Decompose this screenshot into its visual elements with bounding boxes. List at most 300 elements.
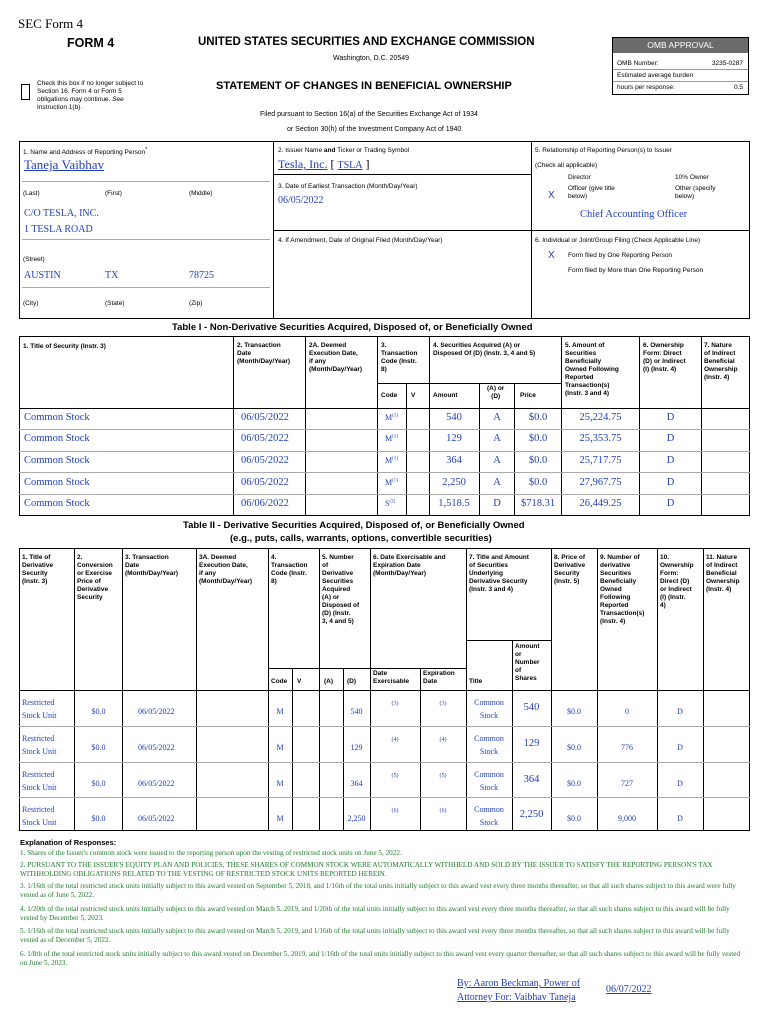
row-amount: 129 bbox=[446, 433, 462, 444]
t1-h6-1: Form: Direct bbox=[643, 350, 682, 357]
agency-title: UNITED STATES SECURITIES AND EXCHANGE COMMISSION bbox=[198, 36, 535, 48]
row-acquired-disposed: A bbox=[493, 433, 501, 444]
row-acquired-disposed: A bbox=[493, 455, 501, 466]
deriv-disposed: 129 bbox=[350, 743, 363, 752]
t2-h11-2: Beneficial bbox=[706, 570, 737, 577]
t2-h2-2: or Exercise bbox=[77, 570, 113, 577]
t2-h5-8: 3, 4 and 5) bbox=[322, 618, 354, 625]
t2-h4-2: Code (Instr. bbox=[271, 570, 307, 577]
t1-h3-0: 3. bbox=[381, 342, 387, 349]
issuer-name[interactable]: Tesla, Inc. bbox=[278, 157, 328, 171]
deriv-disposed: 364 bbox=[350, 779, 363, 788]
t2-h9-8: (Instr. 4) bbox=[600, 618, 626, 625]
row-owned: 25,224.75 bbox=[579, 412, 622, 423]
deriv-title-2: Stock Unit bbox=[22, 783, 57, 792]
row-code-letter: M bbox=[385, 434, 393, 443]
t1-aord bbox=[487, 385, 504, 401]
row-price: $0.0 bbox=[528, 412, 548, 423]
deriv-title-2: Stock Unit bbox=[22, 747, 57, 756]
ticker-close: ] bbox=[365, 157, 370, 171]
t1-h6-0: 6. Ownership bbox=[643, 342, 684, 349]
omb-hours-label: hours per response: bbox=[617, 84, 675, 91]
box5-sub: (Check all applicable) bbox=[535, 162, 598, 169]
row-code-letter: M bbox=[385, 478, 393, 487]
t2-h8-1: Derivative bbox=[554, 562, 586, 569]
row-code bbox=[385, 478, 398, 487]
state: TX bbox=[105, 270, 119, 281]
t2-h10-2: Form: bbox=[660, 570, 679, 577]
other-label bbox=[675, 185, 715, 201]
t1-h4 bbox=[433, 342, 535, 358]
footnote-6: 6. 1/8th of the total restricted stock units initially subject to this award vested on December 5, 2019, and 1/16th of the total units initially subject to this award vest every quarter thereafter, so that all such shares subject to this award will be fully vested on June 5, 2023. bbox=[20, 950, 741, 967]
t1-h5-5: Transaction(s) bbox=[565, 382, 610, 389]
t1-h5-2: Beneficially bbox=[565, 358, 602, 365]
row-code-letter: M bbox=[385, 413, 393, 422]
omb-number: 3235-0287 bbox=[711, 60, 743, 67]
t2-h9-4: Owned bbox=[600, 586, 622, 593]
t1-h2 bbox=[237, 342, 290, 366]
officer-label-2: below) bbox=[568, 193, 588, 200]
box1-label-text: 1. Name and Address of Reporting Person bbox=[23, 149, 146, 157]
deriv-title-1: Restricted bbox=[22, 698, 55, 707]
row-title: Common Stock bbox=[24, 455, 90, 466]
deriv-underlying-1: Common bbox=[474, 770, 504, 779]
t2-h10-3: Direct (D) bbox=[660, 578, 690, 585]
footnote-2: 2. PURSUANT TO THE ISSUER'S EQUITY PLAN AND POLICIES, THESE SHARES OF COMMON STOCK WERE AUTOMATICALLY WITHHELD AND SOLD BY THE ISSUER TO SATISFY THE REPORTING PERSON'S TAX WITHHOLDING OBLIGATIONS RELATED TO THE VESTING OF RESTRICTED STOCK UNITS REPORTED HEREIN. bbox=[20, 861, 713, 878]
box2-label-b: Ticker or Trading Symbol bbox=[337, 147, 410, 154]
t2-h6-0: 6. Date Exercisable and bbox=[373, 554, 446, 561]
row-owned: 26,449.25 bbox=[579, 498, 622, 509]
deriv-title-1: Restricted bbox=[22, 805, 55, 814]
row-code-letter: M bbox=[385, 456, 393, 465]
t2-h7-2: Underlying bbox=[469, 570, 503, 577]
t2-exp-0: Expiration bbox=[423, 670, 455, 677]
t1-h2-2: (Month/Day/Year) bbox=[237, 358, 291, 365]
t2-amt bbox=[515, 643, 540, 683]
deriv-underlying-2: Stock bbox=[479, 818, 499, 827]
t1-h3-3: 8) bbox=[381, 366, 387, 373]
box2-label-and: and bbox=[323, 147, 336, 154]
checkbox-text-4: Instruction 1(b). bbox=[37, 104, 83, 111]
address-line-2: 1 TESLA ROAD bbox=[24, 224, 93, 235]
row-footnote-ref[interactable]: (1) bbox=[392, 478, 398, 484]
row-amount: 1,518.5 bbox=[438, 498, 470, 509]
row-acquired-disposed: D bbox=[493, 498, 501, 509]
t2-h9-3: Beneficially bbox=[600, 578, 637, 585]
row-acquired-disposed: A bbox=[493, 412, 501, 423]
checkbox-text-3-row bbox=[37, 96, 167, 104]
other-label-2: below) bbox=[675, 193, 695, 200]
sec-form-label: SEC Form 4 bbox=[18, 16, 84, 31]
checkbox-text-3: obligations may continue. bbox=[37, 96, 111, 103]
t2-h1 bbox=[22, 554, 53, 586]
deriv-price: $0.0 bbox=[567, 707, 581, 716]
deriv-ownership-form: D bbox=[677, 743, 683, 752]
t2-h10-4: or Indirect bbox=[660, 586, 692, 593]
t2-h7-3: Derivative Security bbox=[469, 578, 528, 585]
t2-h7-0: 7. Title and Amount bbox=[469, 554, 529, 561]
t2-amt-2: Number bbox=[515, 659, 540, 666]
footnote-3: 3. 1/16th of the total restricted stock units initially subject to this award vested on September 5, 2018, and 1/16th of the total units initially subject to this award vest every three months thereafter, so that all such shares subject to this award were fully vested as of June 5, 2022. bbox=[20, 882, 736, 899]
t2-h3a-2: if any bbox=[199, 570, 216, 577]
deriv-price: $0.0 bbox=[567, 743, 581, 752]
officer-label bbox=[568, 185, 615, 201]
t2-exp-1: Date bbox=[423, 678, 438, 685]
city: AUSTIN bbox=[24, 270, 61, 281]
deriv-underlying-2: Stock bbox=[479, 747, 499, 756]
footnote-4: 4. 1/20th of the total restricted stock units initially subject to this award vested on March 5, 2019, and 1/20th of the total units initially subject to this award vest every three months thereafter, so that all such shares subject to this award will be fully vested by December 5, 2023. bbox=[20, 905, 730, 922]
signature-date: 06/07/2022 bbox=[606, 984, 652, 995]
row-footnote-ref[interactable]: (1) bbox=[392, 434, 398, 440]
row-date: 06/06/2022 bbox=[241, 498, 289, 509]
t2-h5-1: of bbox=[322, 562, 329, 569]
footnote-1: 1. Shares of the Issuer's common stock were issued to the reporting person upon the vesting of restricted stock units on June 5, 2022. bbox=[20, 849, 402, 857]
row-footnote-ref[interactable]: (2) bbox=[389, 499, 396, 505]
deriv-disposed: 2,250 bbox=[347, 814, 366, 823]
earliest-transaction-date: 06/05/2022 bbox=[278, 195, 324, 206]
row-code-letter: S bbox=[385, 499, 390, 508]
middle-label: (Middle) bbox=[189, 190, 213, 197]
row-date: 06/05/2022 bbox=[241, 455, 289, 466]
row-amount: 2,250 bbox=[442, 477, 466, 488]
deriv-title-1: Restricted bbox=[22, 770, 55, 779]
deriv-transaction-date: 06/05/2022 bbox=[138, 814, 175, 823]
no-longer-subject-checkbox[interactable] bbox=[21, 84, 30, 100]
t2-h9-5: Following bbox=[600, 594, 631, 601]
issuer-line bbox=[278, 157, 369, 172]
statement-title: STATEMENT OF CHANGES IN BENEFICIAL OWNERSHIP bbox=[216, 80, 512, 92]
row-date: 06/05/2022 bbox=[241, 433, 289, 444]
t2-h3-0: 3. Transaction bbox=[125, 554, 169, 561]
t2-h5 bbox=[322, 554, 359, 626]
deriv-owned: 727 bbox=[621, 779, 633, 788]
t2-h7-1: of Securities bbox=[469, 562, 509, 569]
t1-h3-2: Code (Instr. bbox=[381, 358, 417, 365]
t2-h2-5: Security bbox=[77, 594, 103, 601]
box2-label bbox=[278, 147, 409, 154]
row-footnote-ref[interactable]: (1) bbox=[392, 456, 398, 462]
t2-h1-3: (Instr. 3) bbox=[22, 578, 48, 585]
t1-code: Code bbox=[381, 392, 398, 399]
t2-a: (A) bbox=[324, 678, 334, 685]
t2-title: Title bbox=[469, 678, 483, 685]
t1-h6-3: (I) (Instr. 4) bbox=[643, 366, 677, 373]
omb-hours: 0.5 bbox=[733, 84, 743, 91]
deriv-expiration: (3) bbox=[439, 701, 447, 707]
deriv-expiration: (6) bbox=[439, 808, 447, 814]
t2-h1-0: 1. Title of bbox=[22, 554, 51, 561]
omb-burden-label: Estimated average burden bbox=[617, 72, 694, 79]
t2-h9-6: Reported bbox=[600, 602, 629, 609]
deriv-code: M bbox=[276, 743, 284, 752]
one-person-label: Form filed by One Reporting Person bbox=[568, 252, 673, 259]
t1-h6 bbox=[643, 342, 686, 374]
row-ownership-form: D bbox=[666, 455, 675, 466]
t1-h5-1: Securities bbox=[565, 350, 597, 357]
t2-h6-2: (Month/Day/Year) bbox=[373, 570, 427, 577]
deriv-date-exercisable: (4) bbox=[391, 737, 399, 743]
row-owned: 27,967.75 bbox=[579, 477, 622, 488]
t1-h2-1: Date bbox=[237, 350, 252, 357]
agency-address: Washington, D.C. 20549 bbox=[333, 55, 410, 62]
state-label: (State) bbox=[105, 300, 125, 307]
t2-h9-7: Transaction(s) bbox=[600, 610, 645, 617]
signature-line-1: By: Aaron Beckman, Power of bbox=[457, 978, 581, 989]
t2-h11-0: 11. Nature bbox=[706, 554, 738, 561]
row-date: 06/05/2022 bbox=[241, 412, 289, 423]
form-label: FORM 4 bbox=[67, 36, 115, 50]
t1-aord-0: (A) or bbox=[487, 385, 505, 392]
deriv-price: $0.0 bbox=[567, 814, 581, 823]
deriv-code: M bbox=[276, 707, 284, 716]
row-date: 06/05/2022 bbox=[241, 477, 289, 488]
t2-h8-2: Security bbox=[554, 570, 580, 577]
t2-h10-5: (I) (Instr. bbox=[660, 594, 686, 601]
t2-h5-5: (A) or bbox=[322, 594, 340, 601]
t1-v: V bbox=[411, 392, 416, 399]
deriv-date-exercisable: (3) bbox=[391, 701, 399, 707]
deriv-expiration: (5) bbox=[439, 773, 447, 779]
t1-h2a-3: (Month/Day/Year) bbox=[309, 366, 363, 373]
deriv-shares: 129 bbox=[523, 738, 540, 749]
explanation-title: Explanation of Responses: bbox=[20, 838, 117, 847]
table2-title-2: (e.g., puts, calls, warrants, options, convertible securities) bbox=[230, 533, 492, 544]
first-label: (First) bbox=[105, 190, 122, 197]
t1-h4-0: 4. Securities Acquired (A) or bbox=[433, 342, 521, 349]
t2-h4-0: 4. bbox=[271, 554, 277, 561]
t2-h11 bbox=[706, 554, 740, 594]
deriv-shares: 2,250 bbox=[519, 809, 544, 820]
t1-h1: 1. Title of Security (Instr. 3) bbox=[23, 343, 106, 350]
row-ownership-form: D bbox=[666, 433, 675, 444]
box4-label: 4. If Amendment, Date of Original Filed (Month/Day/Year) bbox=[278, 237, 443, 244]
t1-h2a-1: Execution Date, bbox=[309, 350, 358, 357]
row-price: $0.0 bbox=[528, 477, 548, 488]
t2-date-ex bbox=[373, 670, 409, 686]
officer-title: Chief Accounting Officer bbox=[580, 209, 688, 220]
t2-h2 bbox=[77, 554, 113, 602]
deriv-underlying-2: Stock bbox=[479, 783, 499, 792]
last-label: (Last) bbox=[23, 190, 40, 197]
t2-h5-2: Derivative bbox=[322, 570, 354, 577]
row-title: Common Stock bbox=[24, 477, 90, 488]
t2-amt-0: Amount bbox=[515, 643, 540, 650]
t1-h3 bbox=[381, 342, 417, 374]
t2-amt-4: Shares bbox=[515, 675, 537, 682]
t1-h5-6: (Instr. 3 and 4) bbox=[565, 390, 610, 397]
t2-h9-0: 9. Number of bbox=[600, 554, 640, 561]
t2-h3-1: Date bbox=[125, 562, 140, 569]
box1-label bbox=[23, 147, 147, 156]
ticker-open: [ bbox=[330, 157, 335, 171]
t2-h4 bbox=[271, 554, 307, 586]
filed-pursuant-1: Filed pursuant to Section 16(a) of the Securities Exchange Act of 1934 bbox=[260, 111, 478, 118]
t2-h9-1: derivative bbox=[600, 562, 631, 569]
t2-h9 bbox=[600, 554, 644, 626]
table1-title: Table I - Non-Derivative Securities Acquired, Disposed of, or Beneficially Owned bbox=[172, 322, 533, 333]
filing-mark: X bbox=[548, 250, 555, 261]
deriv-transaction-date: 06/05/2022 bbox=[138, 707, 175, 716]
t1-h7-2: Beneficial bbox=[704, 358, 735, 365]
t2-code: Code bbox=[271, 678, 288, 685]
deriv-title-1: Restricted bbox=[22, 734, 55, 743]
deriv-transaction-date: 06/05/2022 bbox=[138, 779, 175, 788]
t2-h11-4: (Instr. 4) bbox=[706, 586, 732, 593]
ten-percent-owner-label: 10% Owner bbox=[675, 174, 709, 181]
box2-label-a: 2. Issuer Name bbox=[278, 147, 323, 154]
t2-h7 bbox=[469, 554, 529, 594]
t2-h3 bbox=[125, 554, 178, 578]
box6-label: 6. Individual or Joint/Group Filing (Check Applicable Line) bbox=[535, 237, 701, 244]
deriv-expiration: (4) bbox=[439, 737, 447, 743]
t2-h2-1: Conversion bbox=[77, 562, 113, 569]
deriv-title-2: Stock Unit bbox=[22, 818, 57, 827]
row-price: $718.31 bbox=[520, 498, 556, 509]
row-owned: 25,353.75 bbox=[579, 433, 622, 444]
t2-v: V bbox=[297, 678, 302, 685]
filed-pursuant-2: or Section 30(h) of the Investment Company Act of 1940 bbox=[287, 126, 462, 133]
deriv-conversion-price: $0.0 bbox=[91, 743, 106, 752]
t1-h2a-2: if any bbox=[309, 358, 326, 365]
row-code bbox=[385, 434, 398, 443]
t2-h3a-1: Execution Date, bbox=[199, 562, 248, 569]
omb-approval-box bbox=[612, 37, 749, 95]
checkbox-instructions bbox=[37, 80, 167, 112]
t2-h3-2: (Month/Day/Year) bbox=[125, 570, 179, 577]
t2-date-ex-0: Date bbox=[373, 670, 388, 677]
t1-h7 bbox=[704, 342, 738, 382]
row-acquired-disposed: A bbox=[493, 477, 501, 488]
row-title: Common Stock bbox=[24, 498, 90, 509]
director-label: Director bbox=[568, 174, 591, 181]
deriv-ownership-form: D bbox=[677, 779, 683, 788]
t1-h5-0: 5. Amount of bbox=[565, 342, 605, 349]
t1-h2a bbox=[309, 342, 362, 374]
t1-h6-2: (D) or Indirect bbox=[643, 358, 686, 365]
checkbox-text-1: Check this box if no longer subject to bbox=[37, 80, 144, 87]
t2-h8-0: 8. Price of bbox=[554, 554, 586, 561]
t2-h10 bbox=[660, 554, 694, 610]
t1-h5 bbox=[565, 342, 619, 398]
deriv-underlying-1: Common bbox=[474, 698, 504, 707]
row-price: $0.0 bbox=[528, 433, 548, 444]
row-title: Common Stock bbox=[24, 433, 90, 444]
t2-h1-2: Security bbox=[22, 570, 48, 577]
row-ownership-form: D bbox=[666, 498, 675, 509]
deriv-price: $0.0 bbox=[567, 779, 581, 788]
row-ownership-form: D bbox=[666, 477, 675, 488]
checkbox-text-see: See bbox=[112, 96, 124, 103]
zip-label: (Zip) bbox=[189, 300, 203, 307]
other-label-1: Other (specify bbox=[675, 185, 716, 192]
t2-h3a-0: 3A. Deemed bbox=[199, 554, 237, 561]
t2-h5-4: Acquired bbox=[322, 586, 351, 593]
t2-exp bbox=[423, 670, 455, 686]
zip: 78725 bbox=[189, 270, 214, 281]
t1-h5-3: Owned Following bbox=[565, 366, 619, 373]
t2-date-ex-1: Exercisable bbox=[373, 678, 410, 685]
row-ownership-form: D bbox=[666, 412, 675, 423]
t2-h5-0: 5. Number bbox=[322, 554, 354, 561]
t1-h2-0: 2. Transaction bbox=[237, 342, 281, 349]
deriv-code: M bbox=[276, 814, 284, 823]
more-persons-label: Form filed by More than One Reporting Person bbox=[568, 267, 704, 274]
deriv-conversion-price: $0.0 bbox=[91, 779, 106, 788]
checkbox-text-2: Section 16. Form 4 or Form 5 bbox=[37, 88, 122, 95]
t1-aord-1: (D) bbox=[491, 393, 501, 400]
t2-h6 bbox=[373, 554, 446, 578]
deriv-conversion-price: $0.0 bbox=[91, 814, 106, 823]
row-footnote-ref[interactable]: (1) bbox=[392, 413, 398, 419]
t1-price: Price bbox=[520, 392, 536, 399]
t1-h7-0: 7. Nature bbox=[704, 342, 732, 349]
t2-h10-0: 10. bbox=[660, 554, 670, 561]
omb-title: OMB APPROVAL bbox=[613, 38, 748, 53]
t2-h4-1: Transaction bbox=[271, 562, 308, 569]
t2-h10-1: Ownership bbox=[660, 562, 694, 569]
deriv-underlying-1: Common bbox=[474, 734, 504, 743]
t1-h4-1: Disposed Of (D) (Instr. 3, 4 and 5) bbox=[433, 350, 536, 357]
deriv-ownership-form: D bbox=[677, 814, 683, 823]
t2-d: (D) bbox=[347, 678, 357, 685]
row-amount: 540 bbox=[446, 412, 462, 423]
t2-h7-4: (Instr. 3 and 4) bbox=[469, 586, 514, 593]
row-owned: 25,717.75 bbox=[579, 455, 622, 466]
deriv-owned: 9,000 bbox=[618, 814, 636, 823]
deriv-code: M bbox=[276, 779, 284, 788]
deriv-owned: 776 bbox=[621, 743, 633, 752]
deriv-conversion-price: $0.0 bbox=[91, 707, 106, 716]
box5-label: 5. Relationship of Reporting Person(s) to Issuer bbox=[535, 147, 672, 154]
street-label: (Street) bbox=[23, 256, 45, 263]
row-code bbox=[385, 456, 398, 465]
signature-line-2: Attorney For: Vaibhav Taneja bbox=[457, 992, 576, 1003]
t2-h8 bbox=[554, 554, 585, 586]
row-price: $0.0 bbox=[528, 455, 548, 466]
t1-h7-4: (Instr. 4) bbox=[704, 374, 730, 381]
signature bbox=[457, 977, 580, 1005]
deriv-transaction-date: 06/05/2022 bbox=[138, 743, 175, 752]
ticker-symbol[interactable]: TSLA bbox=[337, 160, 363, 171]
deriv-owned: 0 bbox=[625, 707, 629, 716]
t1-h7-3: Ownership bbox=[704, 366, 738, 373]
box1-asterisk: * bbox=[145, 147, 148, 153]
t2-h11-3: Ownership bbox=[706, 578, 740, 585]
t2-h10-6: 4) bbox=[660, 602, 666, 609]
deriv-underlying-2: Stock bbox=[479, 711, 499, 720]
t1-h2a-0: 2A. Deemed bbox=[309, 342, 347, 349]
omb-number-label: OMB Number: bbox=[617, 60, 659, 67]
t2-h9-2: Securities bbox=[600, 570, 632, 577]
t2-h6-1: Expiration Date bbox=[373, 562, 421, 569]
officer-mark: X bbox=[548, 190, 555, 201]
deriv-shares: 540 bbox=[523, 702, 540, 713]
t1-amount: Amount bbox=[433, 392, 458, 399]
deriv-date-exercisable: (5) bbox=[391, 773, 399, 779]
deriv-underlying-1: Common bbox=[474, 805, 504, 814]
t2-h5-3: Securities bbox=[322, 578, 354, 585]
t1-h3-1: Transaction bbox=[381, 350, 418, 357]
deriv-disposed: 540 bbox=[350, 707, 363, 716]
t2-h4-3: 8) bbox=[271, 578, 277, 585]
t2-h2-4: Derivative bbox=[77, 586, 109, 593]
city-label: (City) bbox=[23, 300, 39, 307]
row-code bbox=[385, 413, 398, 422]
deriv-shares: 364 bbox=[523, 774, 540, 785]
row-amount: 364 bbox=[446, 455, 462, 466]
t1-h7-1: of Indirect bbox=[704, 350, 736, 357]
reporting-person-name[interactable]: Taneja Vaibhav bbox=[24, 157, 105, 172]
